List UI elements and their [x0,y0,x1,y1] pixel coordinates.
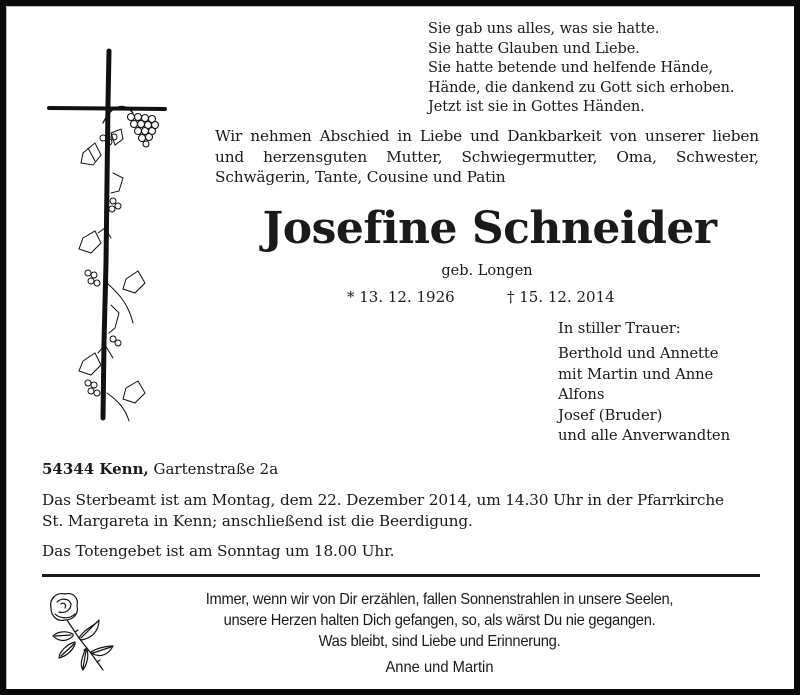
deceased-name: Josefine Schneider [262,203,717,254]
address [42,459,278,479]
verse-line: unsere Herzen halten Dich gefangen, so, als wärst Du nie gegangen. [223,611,656,629]
birth-date: * 13. 12. 1926 [347,288,455,306]
poem-line: Jetzt ist sie in Gottes Händen. [428,99,645,116]
death-date: † 15. 12. 2014 [507,288,615,306]
mourner-name: Alfons [558,386,605,404]
mourners-list [558,319,730,446]
mourner-name: und alle Anverwandten [558,427,731,445]
service-info [42,490,724,532]
poem-line: Hände, die dankend zu Gott sich erhoben. [428,79,735,96]
address-street: Gartenstraße 2a [153,460,279,478]
intro-line: Wir nehmen Abschied in Liebe und Dankbarkeit von unserer lieben [215,127,759,145]
poem-line: Sie hatte Glauben und Liebe. [428,40,640,57]
intro-line: und herzensguten Mutter, Schwiegermutter, Oma, Schwester, [215,147,759,166]
verse-line: Immer, wenn wir von Dir erzählen, fallen Sonnenstrahlen in unsere Seelen, [205,591,674,608]
poem-line: Sie gab uns alles, was sie hatte. [428,21,660,37]
born-name: geb. Longen [441,263,533,279]
prayer-info: Das Totengebet ist am Sonntag um 18.00 Uhr. [42,542,395,560]
closing-verse [143,590,736,652]
poem-line: Sie hatte betende und helfende Hände, [428,60,713,77]
mourner-name: Berthold und Annette [558,345,719,363]
divider [42,574,760,577]
intro-line: Schwägerin, Tante, Cousine und Patin [215,168,506,186]
cross-with-grapevine-icon [43,43,168,423]
intro-paragraph [215,126,759,188]
verse-signature: Anne und Martin [385,659,494,676]
mourner-name: mit Martin und Anne [558,365,714,383]
rose-icon [41,590,121,675]
verse-line: Was bleibt, sind Liebe und Erinnerung. [318,632,561,650]
service-line: Das Sterbeamt ist am Montag, dem 22. Dezember 2014, um 14.30 Uhr in der Pfarrkirche [42,491,724,509]
mourner-name: Josef (Bruder) [558,406,663,424]
mourners-heading: In stiller Trauer: [558,320,681,337]
service-line: St. Margareta in Kenn; anschließend ist die Beerdigung. [42,511,473,530]
poem [428,20,734,118]
address-city: 54344 Kenn, [42,460,149,478]
obituary-card [6,6,794,689]
